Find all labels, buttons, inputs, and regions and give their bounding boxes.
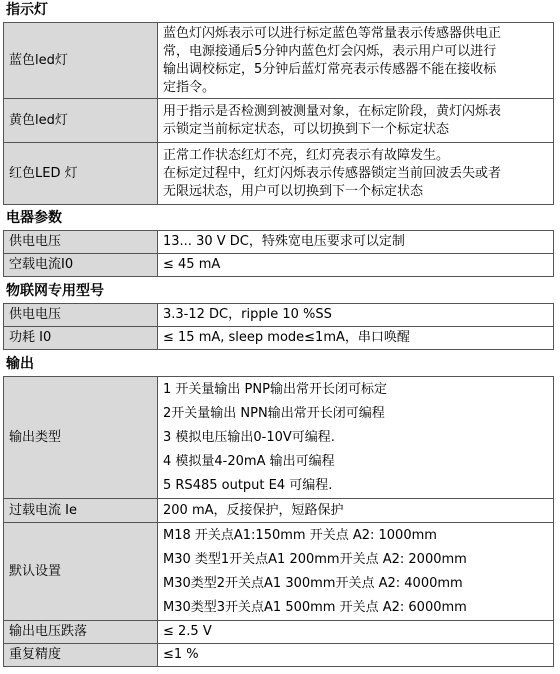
row-label: 黄色led灯 [4, 99, 158, 143]
value-line: M30类型2开关点A1 300mm开关点 A2: 4000mm [163, 575, 463, 591]
row-label: 红色LED 灯 [4, 143, 158, 205]
row-label: 空载电流I0 [4, 254, 158, 277]
row-value: ≤1 % [158, 644, 554, 667]
value-line: M18 开关点A1:150mm 开关点 A2: 1000mm [163, 527, 437, 543]
table-row [4, 621, 554, 644]
section-title-indicator: 指示灯 [6, 2, 48, 18]
value-line: 示锁定当前标定状态，可以切换到下一个标定状态 [163, 121, 450, 137]
row-label: 过载电流 Ie [4, 499, 158, 523]
section-title-output: 输出 [6, 356, 34, 372]
value-line: 输出调校标定，5分钟后蓝灯常亮表示传感器不能在接收标 [163, 61, 497, 77]
value-line: M30类型3开关点A1 500mm 开关点 A2: 6000mm [163, 599, 467, 615]
table-row [4, 327, 554, 350]
indicator-table [3, 22, 554, 205]
section-title-iot: 物联网专用型号 [6, 283, 104, 299]
row-value [158, 23, 554, 99]
value-line: M30 类型1开关点A1 200mm开关点 A2: 2000mm [163, 551, 467, 567]
row-value [158, 377, 554, 499]
row-label: 输出类型 [4, 377, 158, 499]
table-row [4, 254, 554, 277]
row-value: 200 mA，反接保护，短路保护 [158, 499, 554, 523]
row-label: 重复精度 [4, 644, 158, 667]
table-row [4, 644, 554, 667]
value-line: 蓝色灯闪烁表示可以进行标定蓝色等常量表示传感器供电正 [163, 25, 502, 41]
table-row [4, 23, 554, 99]
value-line: 5 RS485 output E4 可编程. [163, 477, 333, 493]
table-row [4, 143, 554, 205]
value-line: 常，电源接通后5分钟内蓝色灯会闪烁，表示用户可以进行 [163, 43, 497, 59]
value-line: 正常工作状态红灯不亮，红灯亮表示有故障发生。 [163, 147, 450, 163]
value-line: 用于指示是否检测到被测量对象，在标定阶段，黄灯闪烁表 [163, 103, 502, 119]
electrical-table [3, 230, 554, 277]
row-label: 蓝色led灯 [4, 23, 158, 99]
table-row [4, 523, 554, 621]
row-label: 供电电压 [4, 231, 158, 254]
value-line: 定指令。 [163, 79, 216, 95]
section-title-electrical: 电器参数 [6, 210, 62, 226]
output-table [3, 376, 554, 667]
value-line: 4 模拟量4-20mA 输出可编程 [163, 453, 335, 469]
row-value [158, 143, 554, 205]
table-row [4, 99, 554, 143]
row-value: ≤ 45 mA [158, 254, 554, 277]
value-line: 无限远状态，用户可以切换到下一个标定状态 [163, 183, 424, 199]
table-row [4, 231, 554, 254]
value-line: 在标定过程中，红灯闪烁表示传感器锁定当前回波丢失或者 [163, 165, 502, 181]
row-label: 默认设置 [4, 523, 158, 621]
row-label: 输出电压跌落 [4, 621, 158, 644]
value-line: 2开关量输出 NPN输出常开长闭可编程 [163, 405, 385, 421]
table-row [4, 499, 554, 523]
row-value [158, 99, 554, 143]
table-row [4, 304, 554, 327]
row-value [158, 523, 554, 621]
row-value: ≤ 2.5 V [158, 621, 554, 644]
iot-table [3, 303, 554, 350]
row-value: 13... 30 V DC，特殊宽电压要求可以定制 [158, 231, 554, 254]
table-row [4, 377, 554, 499]
row-label: 供电电压 [4, 304, 158, 327]
row-label: 功耗 I0 [4, 327, 158, 350]
row-value: ≤ 15 mA, sleep mode≤1mA，串口唤醒 [158, 327, 554, 350]
value-line: 1 开关量输出 PNP输出常开长闭可标定 [163, 381, 387, 397]
value-line: 3 模拟电压输出0-10V可编程. [163, 429, 335, 445]
row-value: 3.3-12 DC，ripple 10 %SS [158, 304, 554, 327]
